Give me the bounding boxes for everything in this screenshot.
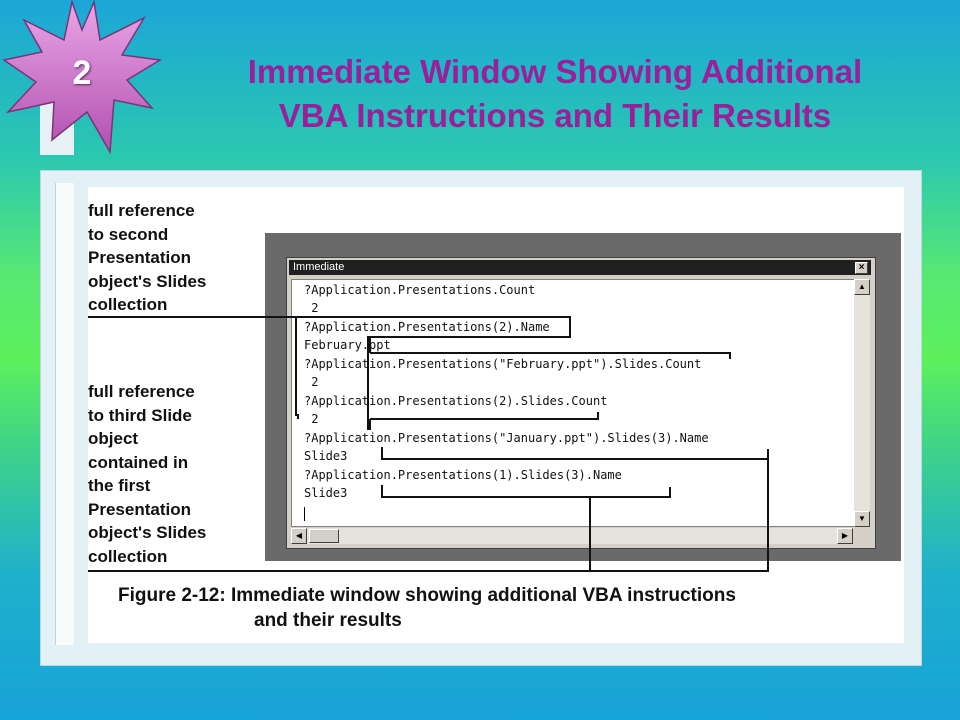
title-line-1: Immediate Window Showing Additional (247, 53, 863, 90)
horizontal-scrollbar[interactable] (291, 528, 853, 544)
scroll-right-icon[interactable]: ▶ (837, 528, 853, 544)
immediate-window (286, 257, 876, 549)
code-line: Slide3 (304, 449, 348, 463)
slide-number: 2 (72, 54, 92, 92)
code-line: ?Application.Presentations(1).Slides(3).Name (304, 468, 622, 482)
vertical-scrollbar[interactable] (854, 279, 870, 527)
scroll-down-icon[interactable]: ▼ (854, 511, 870, 527)
caption-line-1: Figure 2-12: Immediate window showing additional VBA instructions (118, 585, 736, 606)
caption-line-2: and their results (254, 610, 402, 631)
code-line: ?Application.Presentations("February.ppt").Slides.Count (304, 357, 702, 371)
immediate-code-pane[interactable] (291, 279, 855, 527)
scroll-left-icon[interactable]: ◀ (291, 528, 307, 544)
code-line: 2 (304, 301, 319, 315)
scroll-up-icon[interactable]: ▲ (854, 279, 870, 295)
code-line: ?Application.Presentations.Count (304, 283, 536, 297)
code-line: ?Application.Presentations(2).Name (304, 320, 550, 334)
figure-image (88, 187, 904, 643)
title-line-2: VBA Instructions and Their Results (278, 97, 832, 134)
callout-second-presentation-slides: full reference to second Presentation object's Slides collection (88, 201, 207, 314)
close-icon[interactable]: × (855, 262, 868, 274)
callout-third-slide-object: full reference to third Slide object contained in the first Presentation object's Slides collection (88, 382, 207, 566)
immediate-title: Immediate (293, 261, 345, 273)
code-line: Slide3 (304, 486, 348, 500)
code-line: 2 (304, 375, 319, 389)
frame-edge (55, 183, 74, 645)
code-line: ?Application.Presentations("January.ppt").Slides(3).Name (304, 431, 709, 445)
vbe-background (265, 233, 901, 561)
code-line: February.ppt (304, 338, 391, 352)
immediate-titlebar (289, 260, 871, 275)
slide-title (170, 50, 940, 138)
text-caret (304, 507, 305, 521)
figure-caption (118, 583, 736, 633)
code-line: ?Application.Presentations(2).Slides.Count (304, 394, 608, 408)
code-line: 2 (304, 412, 319, 426)
scrollbar-thumb[interactable] (309, 529, 339, 543)
